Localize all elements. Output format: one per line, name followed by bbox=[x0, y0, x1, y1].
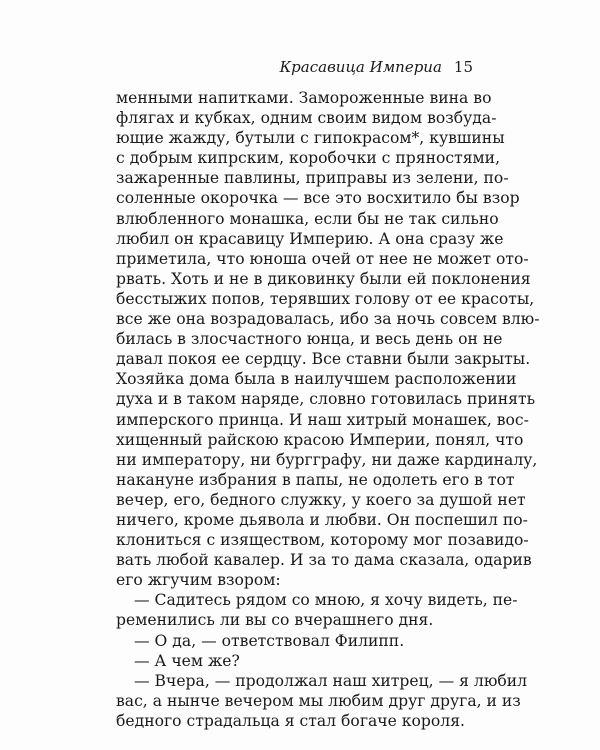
text-line: — Садитесь рядом со мною, я хочу видеть, пе- bbox=[134, 591, 518, 610]
text-line: любил он красавицу Империю. А она сразу же bbox=[116, 229, 504, 248]
text-line: — Вчера, — продолжал наш хитрец, — я любил bbox=[134, 671, 528, 690]
text-line: — О да, — ответствовал Филипп. bbox=[134, 631, 405, 650]
text-line: приметила, что юноша очей от нее не может ото- bbox=[116, 249, 529, 268]
running-head-title: Красавица Империа bbox=[279, 58, 442, 76]
text-line: клониться с изяществом, которому мог позавидо- bbox=[116, 531, 529, 550]
text-line: ни императору, ни бургграфу, ни даже кардиналу, bbox=[116, 450, 538, 469]
text-line: давал покоя ее сердцу. Все ставни были закрыты. bbox=[116, 350, 531, 369]
text-line: соленные окорочка — все это восхитило бы взор bbox=[116, 189, 520, 208]
text-line: ющие жажду, бутыли с гипокрасом*, кувшины bbox=[116, 129, 505, 148]
text-line: имперского принца. И наш хитрый монашек, вос- bbox=[116, 410, 529, 429]
text-line: хищенный райскою красою Империи, понял, что bbox=[116, 430, 524, 449]
text-line: флягах и кубках, одним своим видом возбуда- bbox=[116, 109, 497, 128]
page-number: 15 bbox=[453, 58, 473, 76]
text-line: ременились ли вы со вчерашнего дня. bbox=[116, 611, 434, 630]
text-line: менными напитками. Замороженные вина во bbox=[116, 89, 492, 107]
body-text bbox=[116, 88, 540, 731]
text-line: вать любой кавалер. И за то дама сказала, одарив bbox=[116, 551, 532, 570]
text-line: все же она возрадовалась, ибо за ночь совсем влю- bbox=[116, 310, 540, 329]
text-line: вечер, его, бедного служку, у коего за душой нет bbox=[116, 490, 526, 509]
text-line: рвать. Хоть и не в диковинку были ей поклонения bbox=[116, 269, 531, 288]
text-line: с добрым кипрским, коробочки с пряностями, bbox=[116, 149, 501, 168]
text-line: вас, а нынче вечером мы любим друг друга, и из bbox=[116, 691, 521, 710]
text-line: его жгучим взором: bbox=[116, 571, 281, 590]
text-line: Хозяйка дома была в наилучшем расположении bbox=[116, 370, 517, 389]
text-line: бедного страдальца я стал богаче короля. bbox=[116, 711, 465, 730]
text-line: накануне избрания в папы, не одолеть его в тот bbox=[116, 470, 515, 489]
text-line: билась в злосчастного юнца, и весь день он не bbox=[116, 330, 503, 349]
text-line: — А чем же? bbox=[134, 651, 240, 670]
text-line: зажаренные павлины, приправы из зелени, по- bbox=[116, 169, 509, 188]
text-line: влюбленного монашка, если бы не так сильно bbox=[116, 209, 499, 228]
text-line: бесстыжих попов, терявших голову от ее красоты, bbox=[116, 289, 535, 308]
text-line: духа и в таком наряде, словно готовилась принять bbox=[116, 390, 536, 409]
text-line: ничего, кроме дьявола и любви. Он поспешил по- bbox=[116, 510, 528, 529]
running-head bbox=[280, 58, 473, 76]
